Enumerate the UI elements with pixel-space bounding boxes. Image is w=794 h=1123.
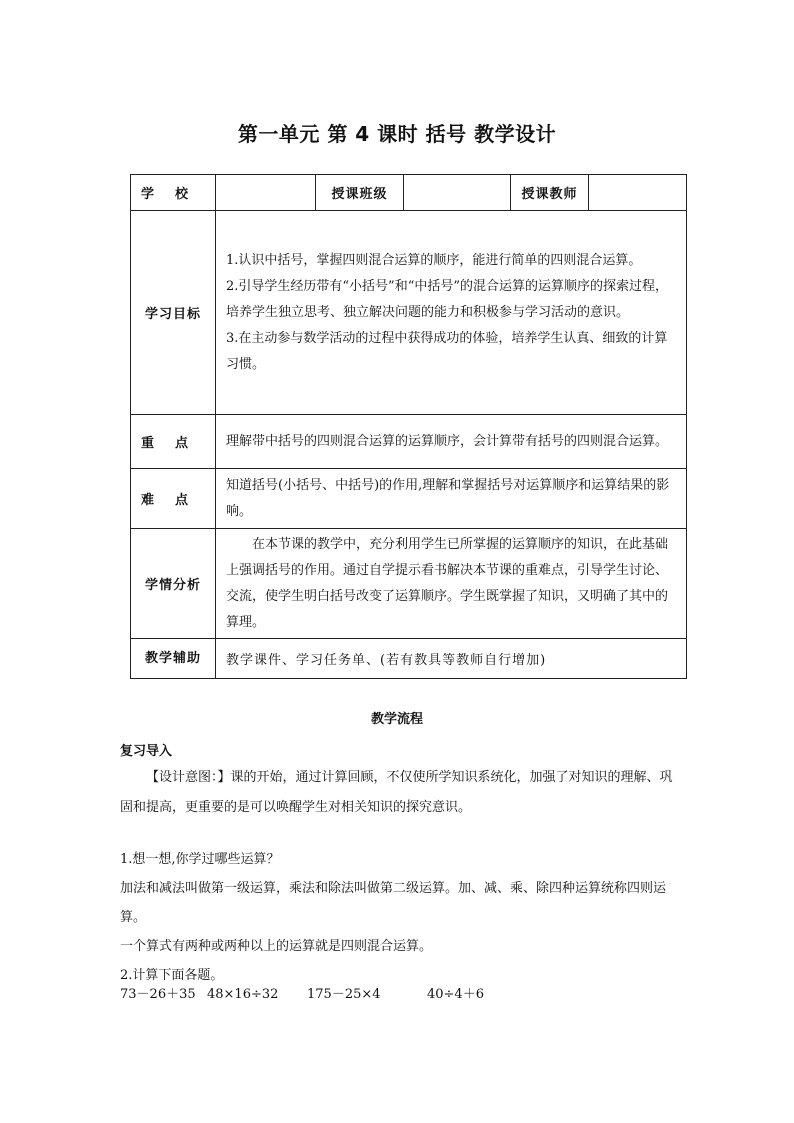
diff-label-a: 难 — [141, 493, 156, 508]
analysis-label-cell — [131, 529, 216, 639]
class-label: 授课班级 — [331, 187, 388, 202]
analysis-label: 学情分析 — [144, 578, 201, 593]
answer-2: 一个算式有两种或两种以上的运算就是四则混合运算。 — [120, 939, 433, 954]
key-label-cell — [131, 415, 216, 469]
difficulty-text: 知道括号(小括号、中括号)的作用,理解和掌握括号对运算顺序和运算结果的影响。 — [226, 477, 670, 519]
expression-3: 175－25×4 — [307, 987, 381, 1002]
aux-content-cell — [216, 639, 687, 679]
row-analysis — [131, 529, 687, 639]
objectives-content-cell — [216, 211, 687, 415]
teacher-value-cell — [589, 175, 687, 211]
school-label-cell — [131, 175, 216, 211]
school-value-cell — [216, 175, 316, 211]
expression-4: 40÷4＋6 — [427, 987, 484, 1002]
aux-label-cell — [131, 639, 216, 679]
answer-1: 加法和减法叫做第一级运算，乘法和除法叫做第二级运算。加、减、乘、除四种运算统称四则运算。 — [120, 881, 667, 925]
review-content — [120, 845, 680, 990]
objectives-label-cell — [131, 211, 216, 415]
expression-2: 48×16÷32 — [207, 987, 279, 1002]
difficulty-content-cell — [216, 469, 687, 529]
diff-label-b: 点 — [174, 493, 189, 508]
design-intent-paragraph: 【设计意图：】课的开始，通过计算回顾，不仅使所学知识系统化，加强了对知识的理解、巩固和提高，更重要的是可以唤醒学生对相关知识的探究意识。 — [120, 770, 673, 815]
objectives-label: 学习目标 — [144, 307, 201, 322]
expression-1: 73－26＋35 — [120, 987, 196, 1002]
row-objectives — [131, 211, 687, 415]
section-heading-review: 复习导入 — [120, 744, 173, 759]
analysis-text: 在本节课的教学中，充分利用学生已所掌握的运算顺序的知识，在此基础上强调括号的作用。通过自学提示看书解决本节课的重难点，引导学生讨论、交流，使学生明白括号改变了运算顺序。学生既掌握了知识，又明确了其中的算理。 — [226, 536, 669, 630]
lesson-info-table — [130, 174, 687, 679]
school-label-a: 学 — [141, 187, 156, 202]
teacher-label-cell — [511, 175, 589, 211]
question-1: 1.想一想,你学过哪些运算？ — [120, 852, 280, 867]
key-label-a: 重 — [141, 436, 156, 451]
page-title: 第一单元 第 4 课时 括号 教学设计 — [237, 122, 557, 146]
class-label-cell — [316, 175, 404, 211]
row-difficulties — [131, 469, 687, 529]
expressions-row — [120, 983, 680, 1002]
row-basic-info — [131, 175, 687, 211]
objective-3: 3.在主动参与数学活动的过程中获得成功的体验，培养学生认真、细致的计算习惯。 — [226, 330, 668, 372]
flow-title: 教学流程 — [370, 712, 423, 727]
question-2: 2.计算下面各题。 — [120, 968, 224, 983]
row-teaching-aids — [131, 639, 687, 679]
class-value-cell — [404, 175, 511, 211]
objective-1: 1.认识中括号，掌握四则混合运算的顺序，能进行简单的四则混合运算。 — [226, 252, 642, 268]
school-label-b: 校 — [174, 187, 189, 202]
teacher-label: 授课教师 — [521, 187, 578, 202]
key-content-cell — [216, 415, 687, 469]
key-label-b: 点 — [174, 436, 189, 451]
aux-label: 教学辅助 — [144, 651, 201, 666]
analysis-content-cell — [216, 529, 687, 639]
aux-text: 教学课件、学习任务单、(若有教具等教师自行增加) — [226, 653, 547, 668]
key-text: 理解带中括号的四则混合运算的运算顺序，会计算带有括号的四则混合运算。 — [226, 433, 669, 449]
difficulty-label-cell — [131, 469, 216, 529]
objective-2: 2.引导学生经历带有“小括号”和“中括号”的混合运算的运算顺序的探索过程，培养学生独立思考、独立解决问题的能力和积极参与学习活动的意识。 — [226, 278, 668, 320]
row-key-points — [131, 415, 687, 469]
